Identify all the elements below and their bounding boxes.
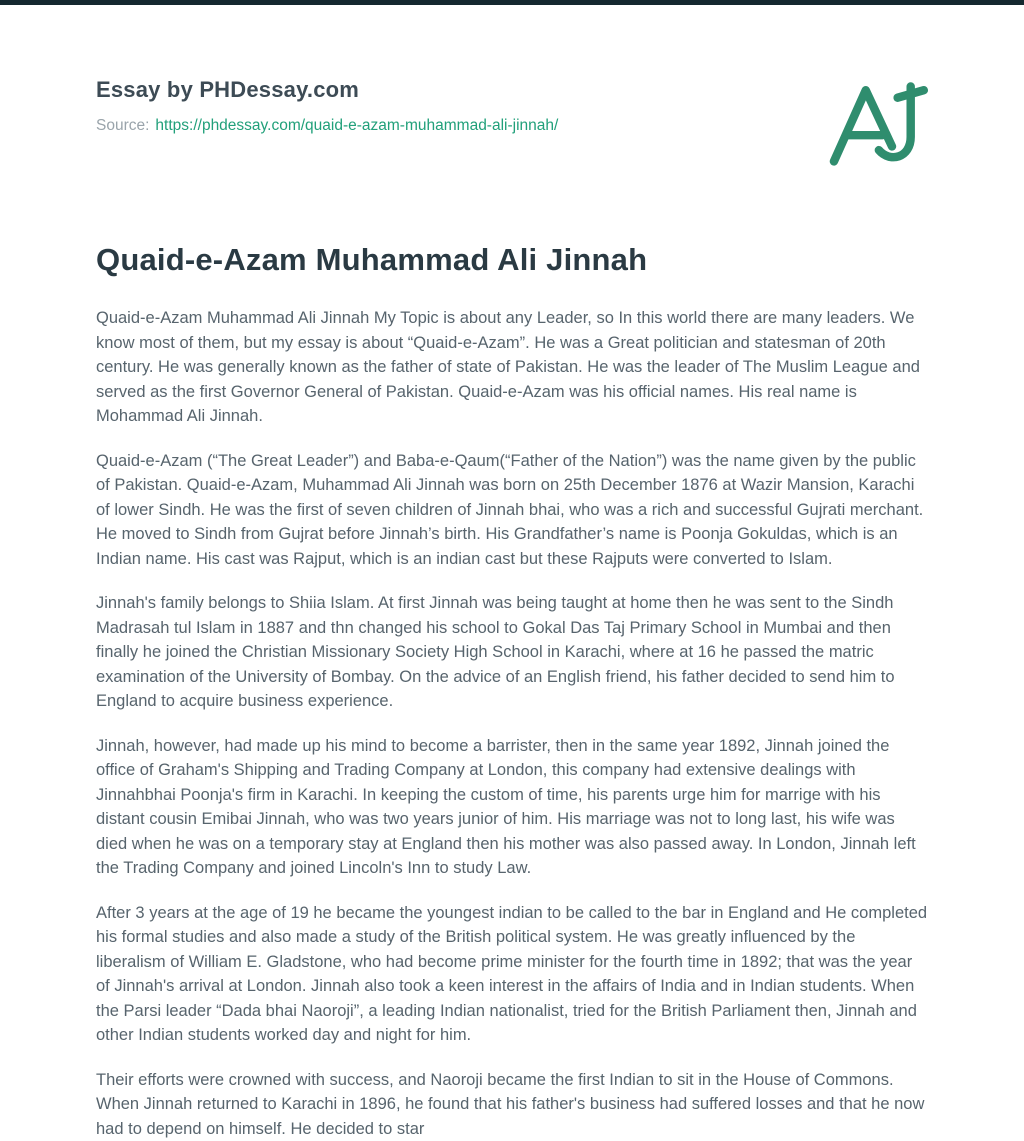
essay-paragraph-5: After 3 years at the age of 19 he became the youngest indian to be called to the bar in England and He completed his formal studies and also made a study of the British political system. He was greatly influenced by the liberalism of William E. Gladstone, who had become prime minister for the fourth time in 1892; that was the year of Jinnah's arrival at London. Jinnah also took a keen interest in the affairs of India and in Indian students. When the Parsi leader “Dada bhai Naoroji”, a leading Indian nationalist, tried for the British Parliament then, Jinnah and other Indian students worked day and night for him. bbox=[96, 901, 928, 1048]
essay-article bbox=[0, 242, 1024, 1141]
essay-paragraph-4: Jinnah, however, had made up his mind to become a barrister, then in the same year 1892, Jinnah joined the office of Graham's Shipping and Trading Company at London, this company had extensive dealings with Jinnahbhai Poonja's firm in Karachi. In keeping the custom of time, his parents urge him for marrige with his distant cousin Emibai Jinnah, who was two years junior of him. His marriage was not to long last, his wife was died when he was on a temporary stay at England then his mother was also passed away. In London, Jinnah left the Trading Company and joined Lincoln's Inn to study Law. bbox=[96, 734, 928, 881]
essay-paragraph-3: Jinnah's family belongs to Shiia Islam. At first Jinnah was being taught at home then he was sent to the Sindh Madrasah tul Islam in 1887 and thn changed his school to Gokal Das Taj Primary School in Mumbai and then finally he joined the Christian Missionary Society High School in Karachi, where at 16 he passed the matric examination of the University of Bombay. On the advice of an English friend, his father decided to send him to England to acquire business experience. bbox=[96, 591, 928, 714]
essay-paragraph-1: Quaid-e-Azam Muhammad Ali Jinnah My Topic is about any Leader, so In this world there are many leaders. We know most of them, but my essay is about “Quaid-e-Azam”. He was a Great politician and statesman of 20th century. He was generally known as the father of state of Pakistan. He was the leader of The Muslim League and served as the first Governor General of Pakistan. Quaid-e-Azam was his official names. His real name is Mohammad Ali Jinnah. bbox=[96, 306, 928, 429]
essay-paragraph-6: Their efforts were crowned with success, and Naoroji became the first Indian to sit in the House of Commons. When Jinnah returned to Karachi in 1896, he found that his father's business had suffered losses and that he now had to depend on himself. He decided to star bbox=[96, 1068, 928, 1141]
source-link[interactable]: https://phdessay.com/quaid-e-azam-muhammad-ali-jinnah/ bbox=[155, 117, 558, 134]
essay-paragraph-2: Quaid-e-Azam (“The Great Leader”) and Baba-e-Qaum(“Father of the Nation”) was the name given by the public of Pakistan. Quaid-e-Azam, Muhammad Ali Jinnah was born on 25th December 1876 at Wazir Mansion, Karachi of lower Sindh. He was the first of seven children of Jinnah bhai, who was a rich and successful Gujrati merchant. He moved to Sindh from Gujrat before Jinnah’s birth. His Grandfather’s name is Poonja Gokuldas, which is an Indian name. His cast was Rajput, which is an indian cast but these Rajputs were converted to Islam. bbox=[96, 449, 928, 572]
source-line bbox=[96, 117, 558, 135]
source-label: Source: bbox=[96, 117, 149, 134]
brand-title: Essay by PHDessay.com bbox=[96, 77, 558, 103]
header-text-block bbox=[96, 77, 558, 135]
essay-title: Quaid-e-Azam Muhammad Ali Jinnah bbox=[96, 242, 928, 278]
phdessay-logo-icon bbox=[824, 79, 930, 172]
logo-tick-stroke bbox=[898, 90, 924, 97]
page-header bbox=[0, 5, 1024, 172]
